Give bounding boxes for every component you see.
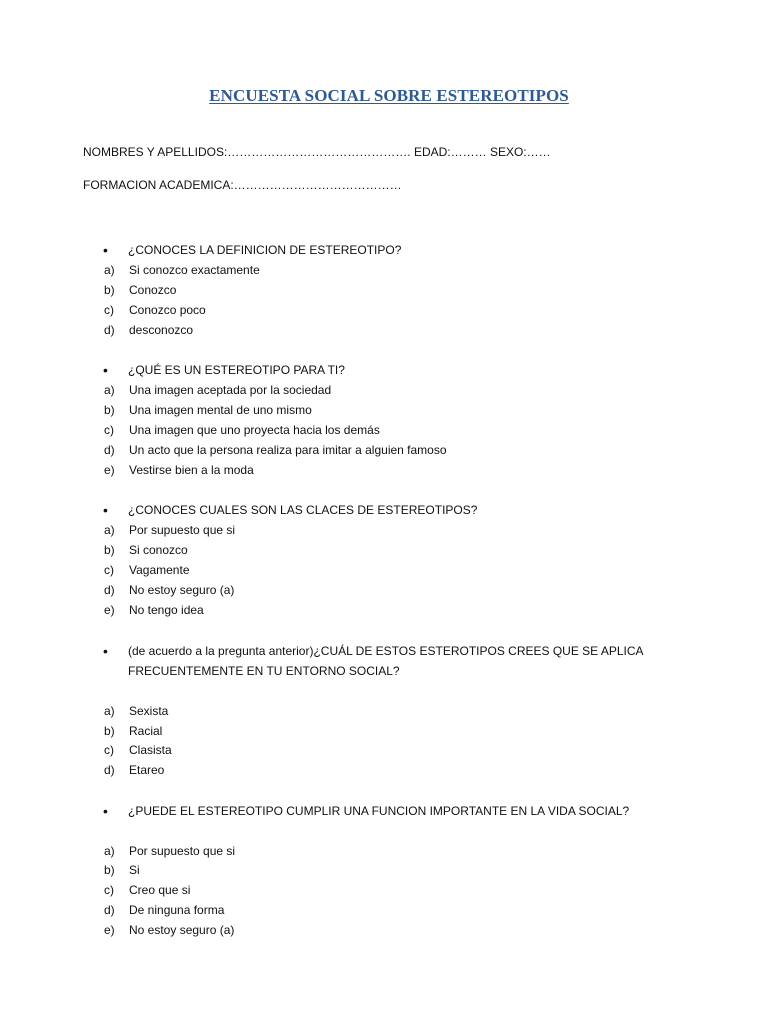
option-letter: a): [104, 704, 115, 718]
option-1d: [104, 322, 193, 338]
option-text: Vestirse bien a la moda: [129, 463, 254, 477]
option-text: Una imagen que uno proyecta hacia los demás: [129, 423, 380, 437]
option-letter: d): [104, 583, 115, 597]
option-letter: a): [104, 263, 115, 277]
option-letter: b): [104, 543, 115, 557]
option-letter: c): [104, 563, 114, 577]
option-text: Una imagen mental de uno mismo: [129, 403, 312, 417]
option-letter: c): [104, 303, 114, 317]
option-text: Si: [129, 863, 140, 877]
option-text: Una imagen aceptada por la sociedad: [129, 383, 332, 397]
option-3a: [104, 522, 235, 538]
option-5b: [104, 862, 140, 878]
option-4d: [104, 762, 164, 778]
document-title: ENCUESTA SOCIAL SOBRE ESTEREOTIPOS: [209, 86, 569, 105]
question-text: ¿QUÉ ES UN ESTEREOTIPO PARA TI?: [128, 363, 345, 377]
option-letter: a): [104, 844, 115, 858]
option-text: No estoy seguro (a): [129, 583, 235, 597]
name-age-sex-line: NOMBRES Y APELLIDOS:………………………………………. EDAD:……… SEXO:……: [83, 145, 551, 159]
option-text: Creo que si: [129, 883, 191, 897]
option-1b: [104, 282, 176, 298]
option-letter: e): [104, 463, 115, 477]
option-text: Sexista: [129, 704, 169, 718]
option-letter: a): [104, 383, 115, 397]
option-3d: [104, 582, 234, 598]
option-3e: [104, 602, 204, 618]
question-text: ¿CONOCES CUALES SON LAS CLACES DE ESTEREOTIPOS?: [128, 503, 478, 517]
option-letter: c): [104, 423, 114, 437]
question-3: [103, 500, 663, 520]
question-2: [103, 360, 663, 380]
option-3b: [104, 542, 188, 558]
option-text: desconozco: [129, 323, 194, 337]
option-2e: [104, 462, 254, 478]
option-4c: [104, 742, 172, 758]
option-5e: [104, 922, 234, 938]
option-5c: [104, 882, 190, 898]
bullet-icon: •: [103, 362, 108, 378]
bullet-icon: •: [103, 803, 108, 819]
question-text: (de acuerdo a la pregunta anterior)¿CUÁL DE ESTOS ESTEROTIPOS CREES QUE SE APLICA FRECUENTEMENTE EN TU ENTORNO SOCIAL?: [128, 644, 643, 678]
option-letter: d): [104, 443, 115, 457]
option-text: Etareo: [129, 763, 165, 777]
option-letter: d): [104, 763, 115, 777]
option-letter: c): [104, 743, 114, 757]
bullet-icon: •: [103, 502, 108, 518]
question-text: ¿PUEDE EL ESTEREOTIPO CUMPLIR UNA FUNCION IMPORTANTE EN LA VIDA SOCIAL?: [128, 804, 630, 818]
question-4: [103, 641, 663, 681]
option-4b: [104, 723, 162, 739]
option-letter: d): [104, 903, 115, 917]
option-2d: [104, 442, 447, 458]
option-letter: d): [104, 323, 115, 337]
question-text: ¿CONOCES LA DEFINICION DE ESTEREOTIPO?: [128, 243, 402, 257]
question-1: [103, 240, 663, 260]
option-letter: a): [104, 523, 115, 537]
option-5a: [104, 843, 235, 859]
option-1c: [104, 302, 206, 318]
option-text: Conozco poco: [129, 303, 206, 317]
option-text: Un acto que la persona realiza para imitar a alguien famoso: [129, 443, 447, 457]
option-text: Racial: [129, 724, 163, 738]
academic-formation-line: FORMACION ACADEMICA:……………………………………: [83, 178, 402, 192]
option-text: De ninguna forma: [129, 903, 225, 917]
option-text: Si conozco: [129, 543, 188, 557]
option-3c: [104, 562, 190, 578]
question-5: [103, 801, 663, 821]
option-2a: [104, 382, 331, 398]
option-text: Clasista: [129, 743, 172, 757]
option-4a: [104, 703, 168, 719]
option-text: Vagamente: [129, 563, 190, 577]
option-1a: [104, 262, 260, 278]
bullet-icon: •: [103, 242, 108, 258]
option-text: Conozco: [129, 283, 177, 297]
option-letter: e): [104, 603, 115, 617]
option-text: Por supuesto que si: [129, 844, 236, 858]
option-2b: [104, 402, 312, 418]
option-letter: b): [104, 283, 115, 297]
bullet-icon: •: [103, 643, 108, 659]
option-letter: c): [104, 883, 114, 897]
option-letter: b): [104, 863, 115, 877]
option-letter: b): [104, 724, 115, 738]
option-2c: [104, 422, 380, 438]
option-text: No tengo idea: [129, 603, 204, 617]
option-5d: [104, 902, 224, 918]
option-letter: e): [104, 923, 115, 937]
option-letter: b): [104, 403, 115, 417]
option-text: Si conozco exactamente: [129, 263, 260, 277]
option-text: Por supuesto que si: [129, 523, 236, 537]
option-text: No estoy seguro (a): [129, 923, 235, 937]
